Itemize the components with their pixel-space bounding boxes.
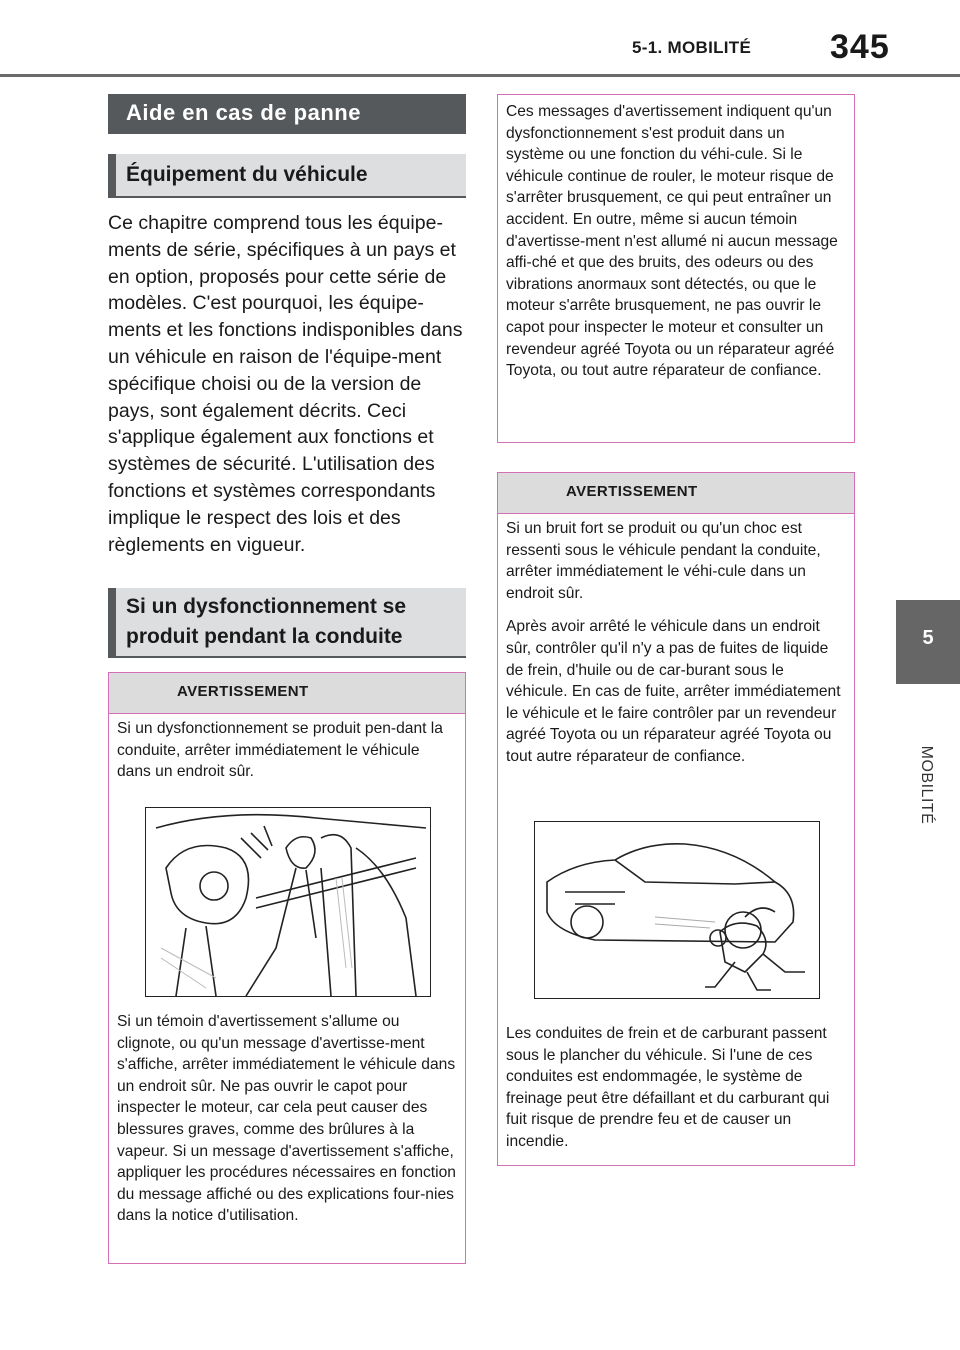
chapter-tab-label: MOBILITÉ [918, 745, 935, 825]
warning-box-2 [497, 472, 855, 1166]
warning-box-1-header [109, 673, 465, 714]
header-section-title: 5-1. MOBILITÉ [632, 38, 752, 57]
chapter-tab[interactable]: 5 [896, 600, 960, 684]
header-divider [0, 74, 960, 77]
warning-box-2-text-1: Si un bruit fort se produit ou qu'un choc est ressenti sous le véhicule pendant la conduite, arrêter immédiatement le véhi-cule dans un endroit sûr. [506, 520, 821, 602]
driver-illustration [145, 807, 431, 997]
warning-box-2-text-3: Les conduites de frein et de carburant passent sous le plancher du véhicule. Si l'une de ces conduites est endommagée, le système de freinage peut être défaillant et du carburant qui fuit risque de prendre feu et de causer un incendie. [506, 1025, 830, 1150]
warning-box-1-text-2: Si un témoin d'avertissement s'allume ou clignote, ou qu'un message d'avertisse-ment s'affiche, arrêter immédiatement le véhicule dans un endroit sûr. Ne pas ouvrir le capot pour inspecter le moteur, car cela peut causer des blessures graves, comme des brûlures à la vapeur. Si un message d'avertissement s'affiche, appliquer les procédures nécessaires en fonction du message affiché ou des explications four-nies dans la notice d'utilisation. [117, 1013, 456, 1225]
continuation-text: Ces messages d'avertissement indiquent qu'un dysfonctionnement s'est produit dans un système ou une fonction du véhi-cule. Si le véhicule continue de rouler, le moteur risque de s'arrêter brusquement, ce qui peut entraîner un accident. En outre, même si aucun témoin d'avertisse-ment n'est allumé ni aucun message affi-ché et que des bruits, des odeurs ou des vibrations anormaux sont détectés, ou que le moteur s'arrête brusquement, ne pas ouvrir le capot pour inspecter le moteur et consulter un revendeur agréé Toyota ou un réparateur agréé Toyota, ou tout autre réparateur de confiance. [506, 103, 838, 380]
warning-box-1-title: AVERTISSEMENT [177, 683, 309, 700]
car-inspection-illustration [534, 821, 820, 999]
malfunction-heading-line-1: Si un dysfonctionnement se [126, 595, 407, 618]
warning-box-2-title: AVERTISSEMENT [566, 483, 698, 500]
warning-box-2-text-2: Après avoir arrêté le véhicule dans un endroit sûr, contrôler qu'il n'y a pas de fuites de liquide de frein, d'huile ou de car-burant sous le véhicule. En cas de fuite, arrêter immédiatement le véhicule et le faire contrôler par un revendeur agréé Toyota ou un réparateur agréé Toyota ou tout autre réparateur de confiance. [506, 618, 841, 765]
continuation-box [497, 94, 855, 443]
malfunction-heading-line-2: produit pendant la conduite [126, 625, 403, 648]
warning-box-1-text-1: Si un dysfonctionnement se produit pen-dant la conduite, arrêter immédiatement le véhicule dans un endroit sûr. [117, 720, 443, 781]
warning-box-2-header [498, 473, 854, 514]
car-underside-image [535, 822, 819, 998]
malfunction-heading [108, 588, 466, 658]
page-number: 345 [830, 28, 890, 66]
driver-airbag-image [146, 808, 430, 996]
section-title: Aide en cas de panne [108, 94, 466, 134]
equipment-heading: Équipement du véhicule [108, 154, 466, 198]
equipment-paragraph: Ce chapitre comprend tous les équipe-ments de série, spécifiques à un pays et en option, proposés pour cette série de modèles. C'est pourquoi, les équipe-ments et les fonctions indisponibles dans un véhicule en raison de l'équipe-ment spécifique choisi ou de la version de pays, sont également décrits. Ceci s'applique également aux fonctions et systèmes de sécurité. L'utilisation des fonctions et systèmes correspondants implique le respect des lois et des règlements en vigueur. [108, 212, 463, 556]
warning-box-1 [108, 672, 466, 1264]
